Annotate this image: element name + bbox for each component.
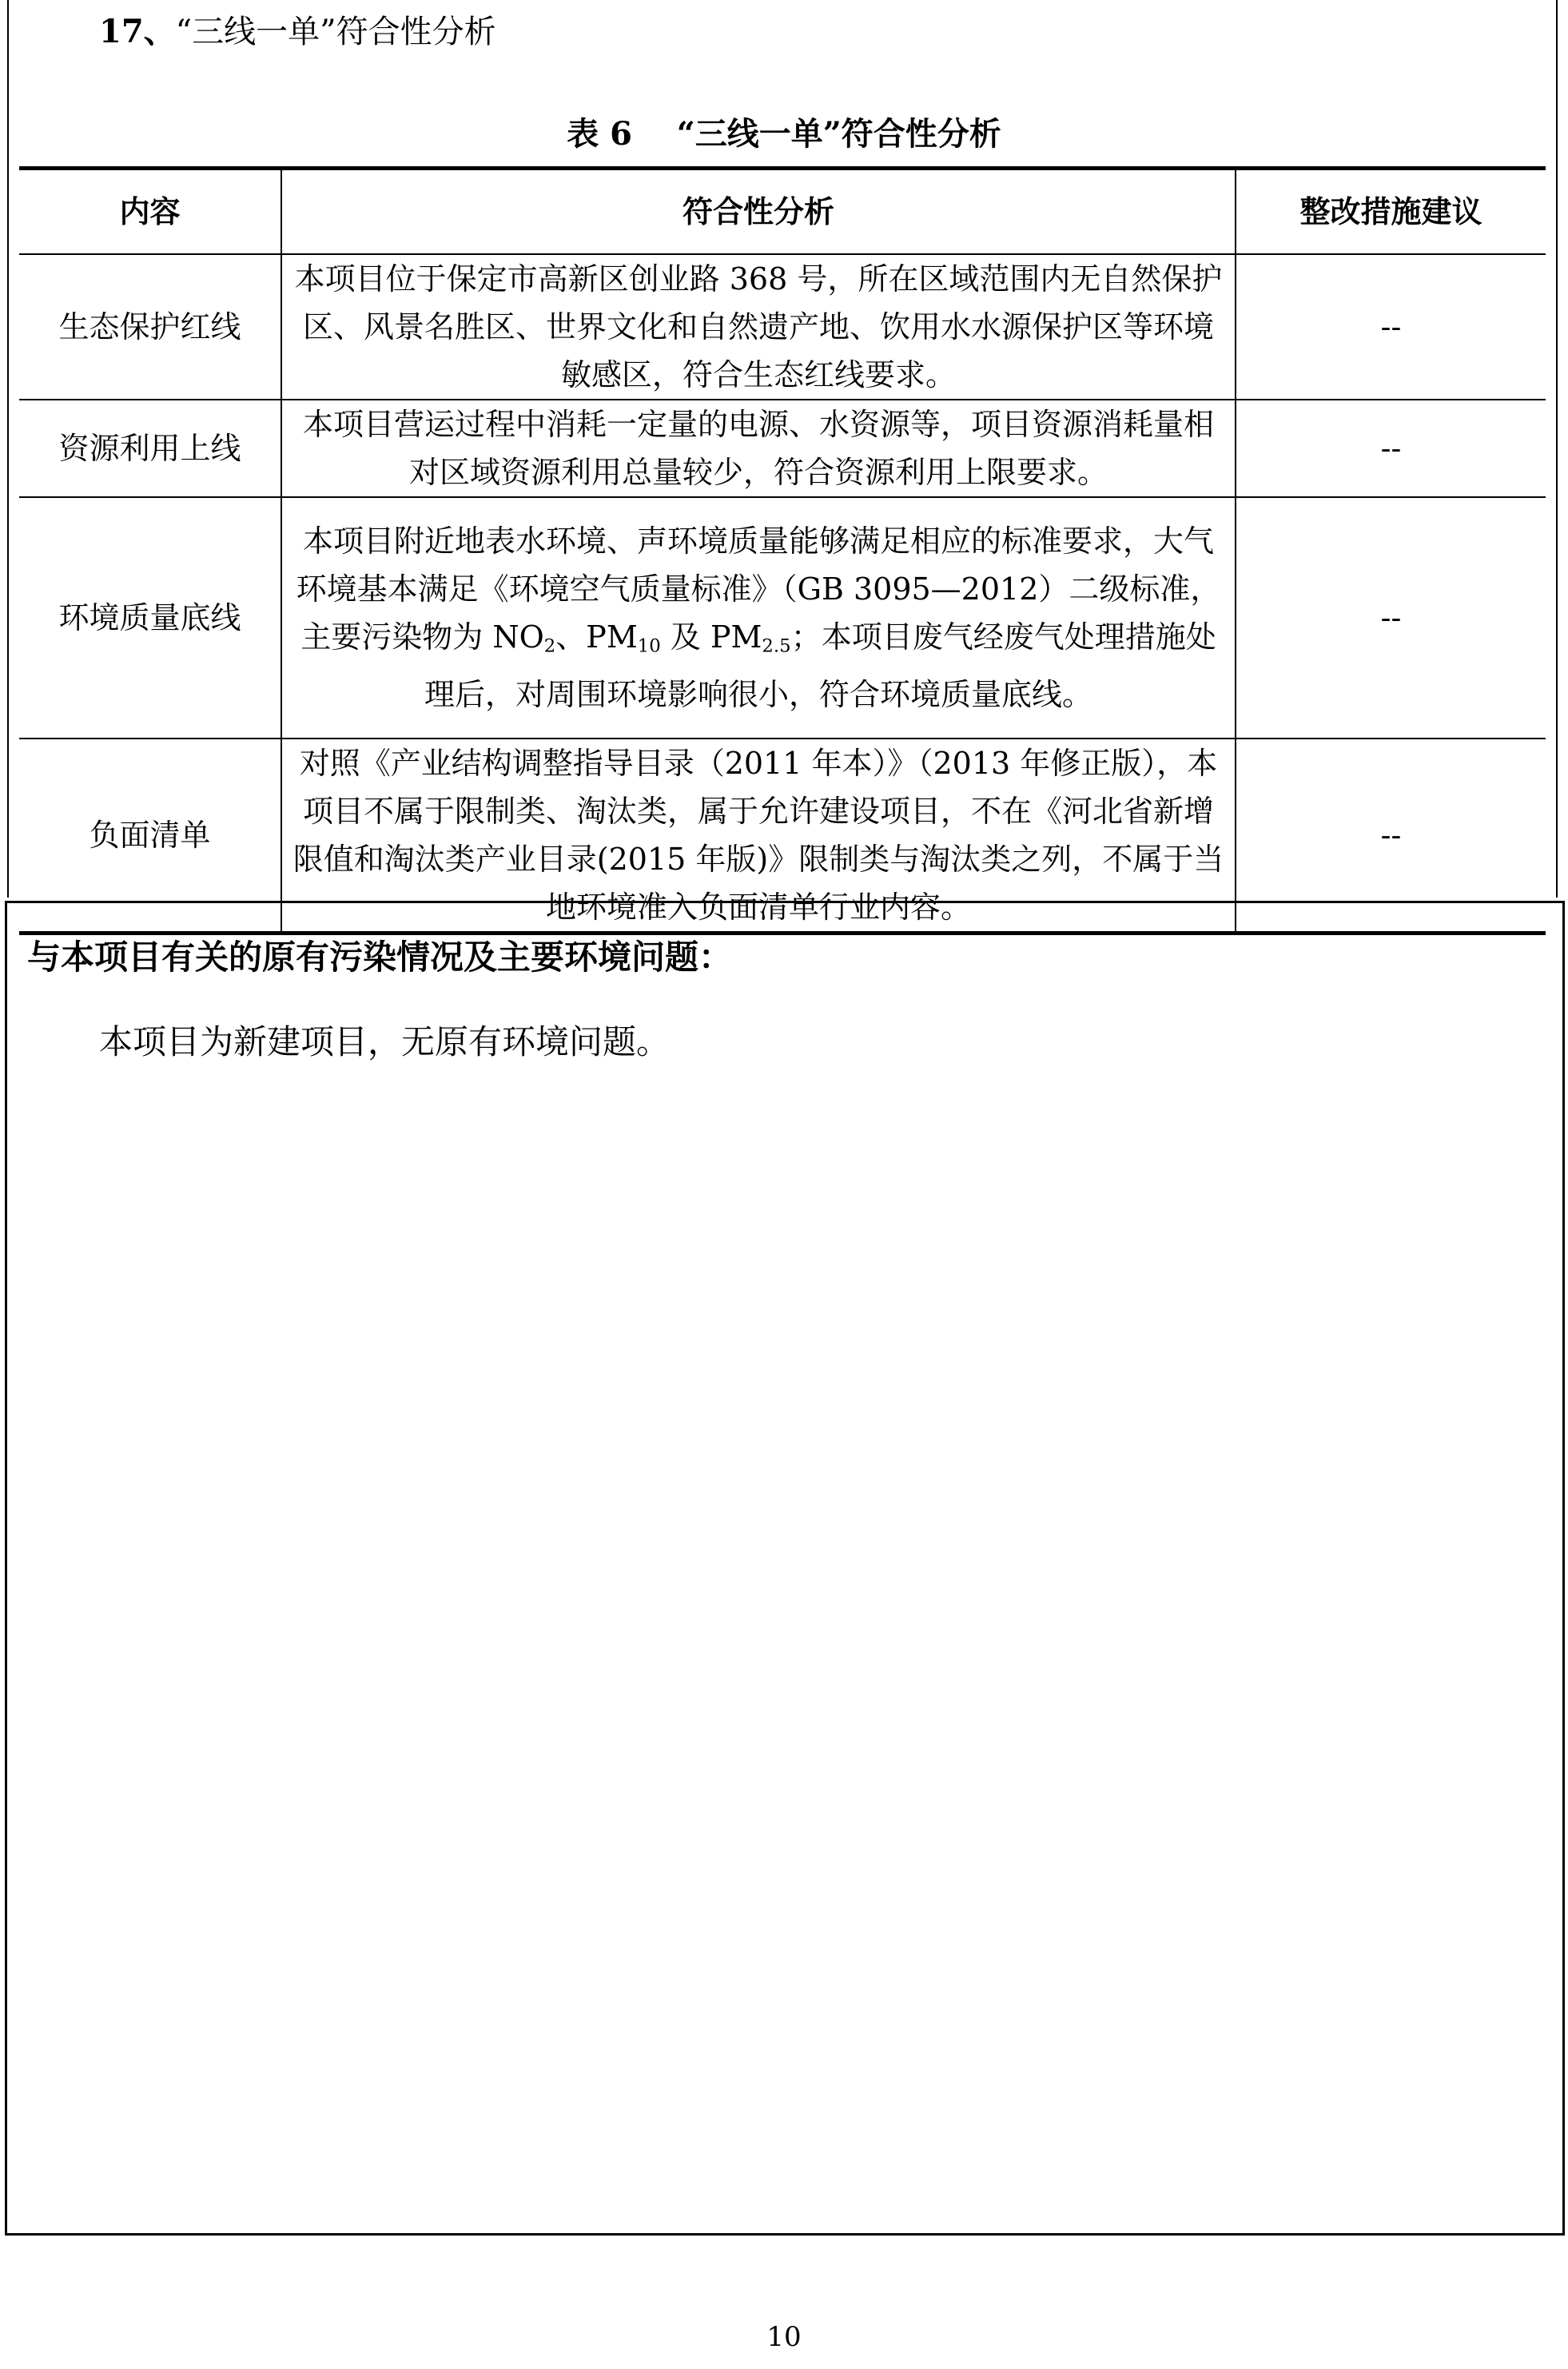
section-title: “三线一单”符合性分析 [175, 14, 496, 50]
subscript: 2 [543, 635, 556, 657]
table-caption [0, 113, 1568, 155]
analysis-text: 及 PM [660, 619, 762, 655]
pollution-heading: 与本项目有关的原有污染情况及主要环境问题： [27, 938, 733, 977]
row-content: 环境质量底线 [19, 497, 281, 739]
row-analysis: 对照《产业结构调整指导目录（2011 年本）》（2013 年修正版），本项目不属于限制类、淘汰类，属于允许建设项目，不在《河北省新增限值和淘汰类产业目录(2015 年版)》限制类与淘汰类之列，不属于当地环境准入负面清单行业内容。 [281, 739, 1236, 934]
row-content: 资源利用上线 [19, 400, 281, 497]
analysis-text: 本项目附近地表水环境、声环境质量能够满足相应的标准要求，大气环境基本满足《环境空气质量标准》（GB 3095—2012）二级标准，主要污染物为 NO [296, 524, 1221, 655]
subscript: 2.5 [762, 635, 791, 657]
table-header-row [19, 169, 1546, 255]
analysis-text: ；本项目废气经废气处理措施处理后，对周围环境影响很小，符合环境质量底线。 [424, 619, 1216, 712]
header-content: 内容 [19, 169, 281, 255]
section-number: 17、 [99, 13, 176, 50]
three-lines-table [19, 166, 1546, 935]
table-caption-title: “三线一单”符合性分析 [676, 115, 1001, 153]
row-suggestion: -- [1236, 254, 1546, 400]
row-content: 生态保护红线 [19, 254, 281, 400]
row-suggestion: -- [1236, 739, 1546, 934]
row-content: 负面清单 [19, 739, 281, 934]
row-analysis: 本项目营运过程中消耗一定量的电源、水资源等，项目资源消耗量相对区域资源利用总量较少，符合资源利用上限要求。 [281, 400, 1236, 497]
page-number: 10 [766, 2321, 802, 2353]
section-heading [99, 11, 496, 53]
table-caption-number: 表 6 [567, 115, 633, 153]
pollution-section-frame [5, 901, 1565, 2236]
pollution-body: 本项目为新建项目，无原有环境问题。 [99, 1022, 671, 1061]
table-row [19, 254, 1546, 400]
subscript: 10 [637, 635, 661, 657]
row-analysis: 本项目位于保定市高新区创业路 368 号，所在区域范围内无自然保护区、风景名胜区、世界文化和自然遗产地、饮用水水源保护区等环境敏感区，符合生态红线要求。 [281, 254, 1236, 400]
table-row [19, 497, 1546, 739]
row-suggestion: -- [1236, 400, 1546, 497]
analysis-text: 、PM [555, 619, 638, 655]
row-analysis [281, 497, 1236, 739]
header-suggestion: 整改措施建议 [1236, 169, 1546, 255]
table-row [19, 400, 1546, 497]
row-suggestion: -- [1236, 497, 1546, 739]
header-analysis: 符合性分析 [281, 169, 1236, 255]
